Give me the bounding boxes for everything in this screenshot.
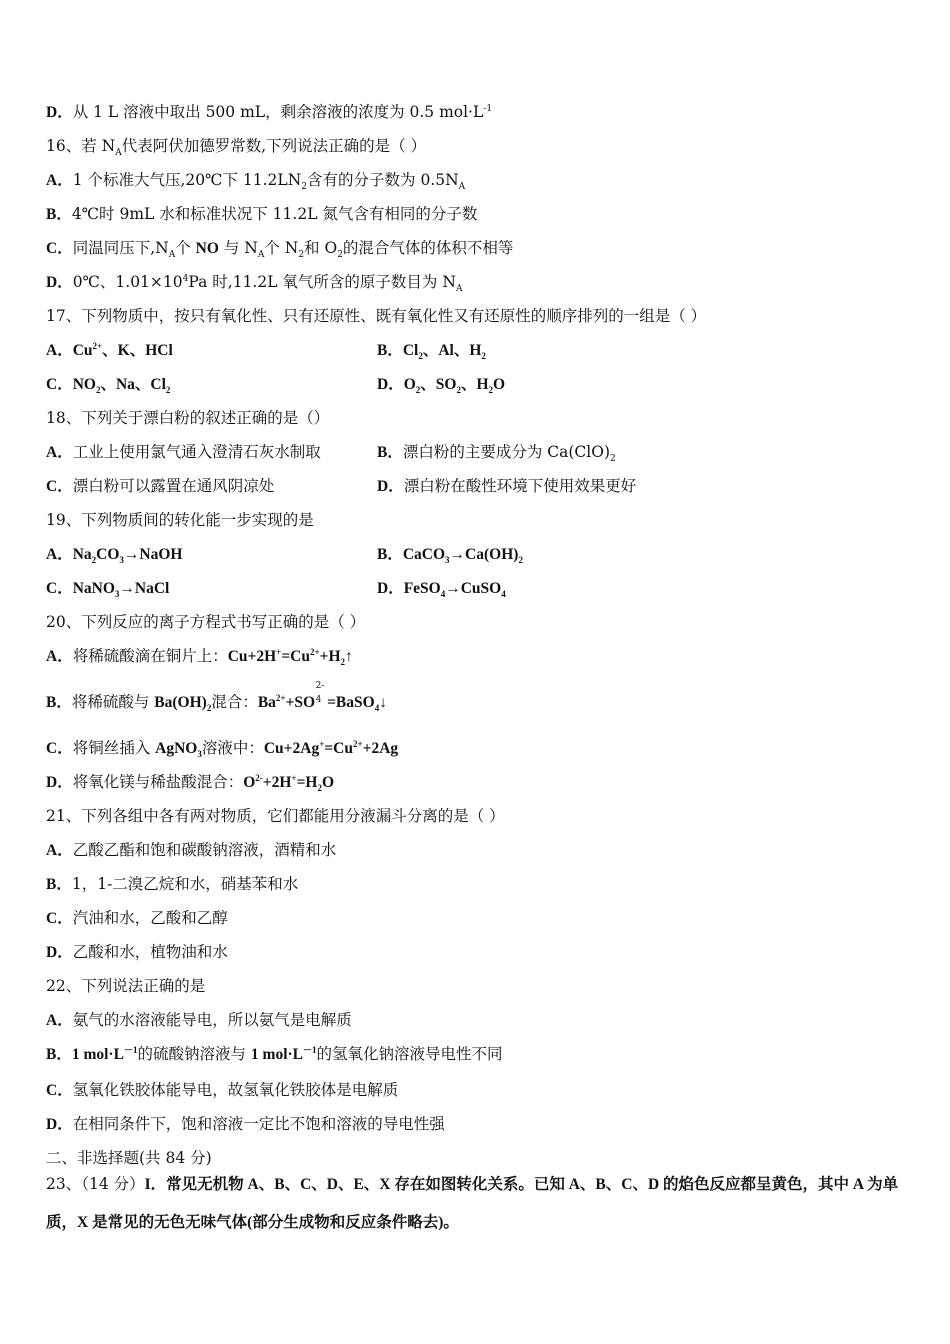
option-label: D． [46,104,73,121]
q16-option-d: D．0℃、$1.01\times 10^4Pa$ 时,11.2L 氧气所含的原子数目为 $N_A$ [46,273,463,295]
q22-option-c: C．氢氧化铁胶体能导电，故氢氧化铁胶体是电解质 [46,1081,399,1099]
q19-option-a: A．$Na_2CO_3\to NaOH$ [46,546,183,566]
q17-option-b: B．$Cl_2$、Al、$H_2$ [377,342,486,362]
q22-option-a: A．氨气的水溶液能导电，所以氨气是电解质 [46,1011,352,1029]
q21-option-d: D．乙酸和水，植物油和水 [46,943,228,961]
q16-option-a: A．1 个标准大气压,20℃下 $11.2LN_2$含有的分子数为 $0.5N_A$ [46,171,466,193]
q23-line-1: 23、（14 分）I．常见无机物 A、B、C、D、E、X 存在如图转化关系。已知 A、B、C、D 的焰色反应都呈黄色，其中 A 为单 [46,1175,899,1193]
q18-option-b: B．漂白粉的主要成分为 $Ca(ClO)_2$ [377,443,616,465]
q20-option-c: C．将铜丝插入 AgNO$_3$溶液中：$Cu+2Ag^+=Cu^{2+}+2Ag$ [46,738,399,760]
q18-stem: 18、下列关于漂白粉的叙述正确的是（） [46,409,330,427]
q21-option-a: A．乙酸乙酯和饱和碳酸钠溶液，酒精和水 [46,841,337,859]
q22-option-d: D．在相同条件下，饱和溶液一定比不饱和溶液的导电性强 [46,1115,445,1133]
q19-option-d: D．FeSO$_4$→CuSO$_4$ [377,580,506,600]
q20-stem: 20、下列反应的离子方程式书写正确的是（ ） [46,613,366,631]
q17-option-a: A．$Cu^{2+}$、K、HCl [46,340,173,359]
q22-stem: 22、下列说法正确的是 [46,977,206,995]
option-text: 从 1 L 溶液中取出 500 mL，剩余溶液的浓度为 0.5 mol·L [72,103,484,121]
q18-option-a: A．工业上使用氯气通入澄清石灰水制取 [46,443,321,461]
q20-option-b: B．将稀硫酸与 $Ba(OH)_2$混合：$Ba^{2+}+SO$ 2- 4 =BaSO$_4$↓ [46,681,387,714]
q20-option-d: D．将氧化镁与稀盐酸混合：$O^{2-}+2H^+=H_2O$ [46,772,335,794]
q21-option-c: C．汽油和水，乙酸和乙醇 [46,909,228,927]
q16-stem: 16、若 $N_A$代表阿伏加德罗常数,下列说法正确的是（ ） [46,137,427,159]
section-title: 二、非选择题(共 84 分) [46,1149,212,1167]
q19-option-c: C．NaNO$_3$→NaCl [46,580,170,600]
q17-stem: 17、下列物质中，按只有氧化性、只有还原性、既有氧化性又有还原性的顺序排列的一组是（ ） [46,307,707,325]
q19-stem: 19、下列物质间的转化能一步实现的是 [46,511,314,529]
q17-option-d: D．$O_2$、$SO_2$、$H_2O$ [377,376,506,396]
q21-option-b: B．1，1-二溴乙烷和水，硝基苯和水 [46,875,299,893]
q19-option-b: B．$CaCO_3\to Ca(OH)_2$ [377,546,523,566]
q16-option-c: C．同温同压下$,N_A$个 NO 与 $N_A$个 $N_2$和 $O_2$的混合气体的体积不相等 [46,239,514,261]
q17-option-c: C．$NO_2$、Na、$Cl_2$ [46,376,171,396]
sulfate-ion: +SO 2- 4 [285,681,325,711]
q18-option-d: D．漂白粉在酸性环境下使用效果更好 [377,477,637,495]
q16-option-b: B．4℃时 9mL 水和标准状况下 11.2L 氮气含有相同的分子数 [46,205,478,223]
q15-option-d: D．从 1 L 溶液中取出 500 mL，剩余溶液的浓度为 0.5 $mol\cdot L^{-1}$ [46,103,493,121]
q18-option-c: C．漂白粉可以露置在通风阴凉处 [46,477,275,495]
q23-line-2: 质，X 是常见的无色无味气体(部分生成物和反应条件略去)。 [46,1214,459,1231]
q21-stem: 21、下列各组中各有两对物质，它们都能用分液漏斗分离的是（ ） [46,807,505,825]
q22-option-b: B．1 $mol\cdot L^{-1}$的硫酸钠溶液与 1 $mol\cdot L^{-1}$的氢氧化钠溶液导电性不同 [46,1044,503,1063]
q20-option-a: A．将稀硫酸滴在铜片上：$Cu+2H^+=Cu^{2+}+H_2↑$ [46,646,353,668]
